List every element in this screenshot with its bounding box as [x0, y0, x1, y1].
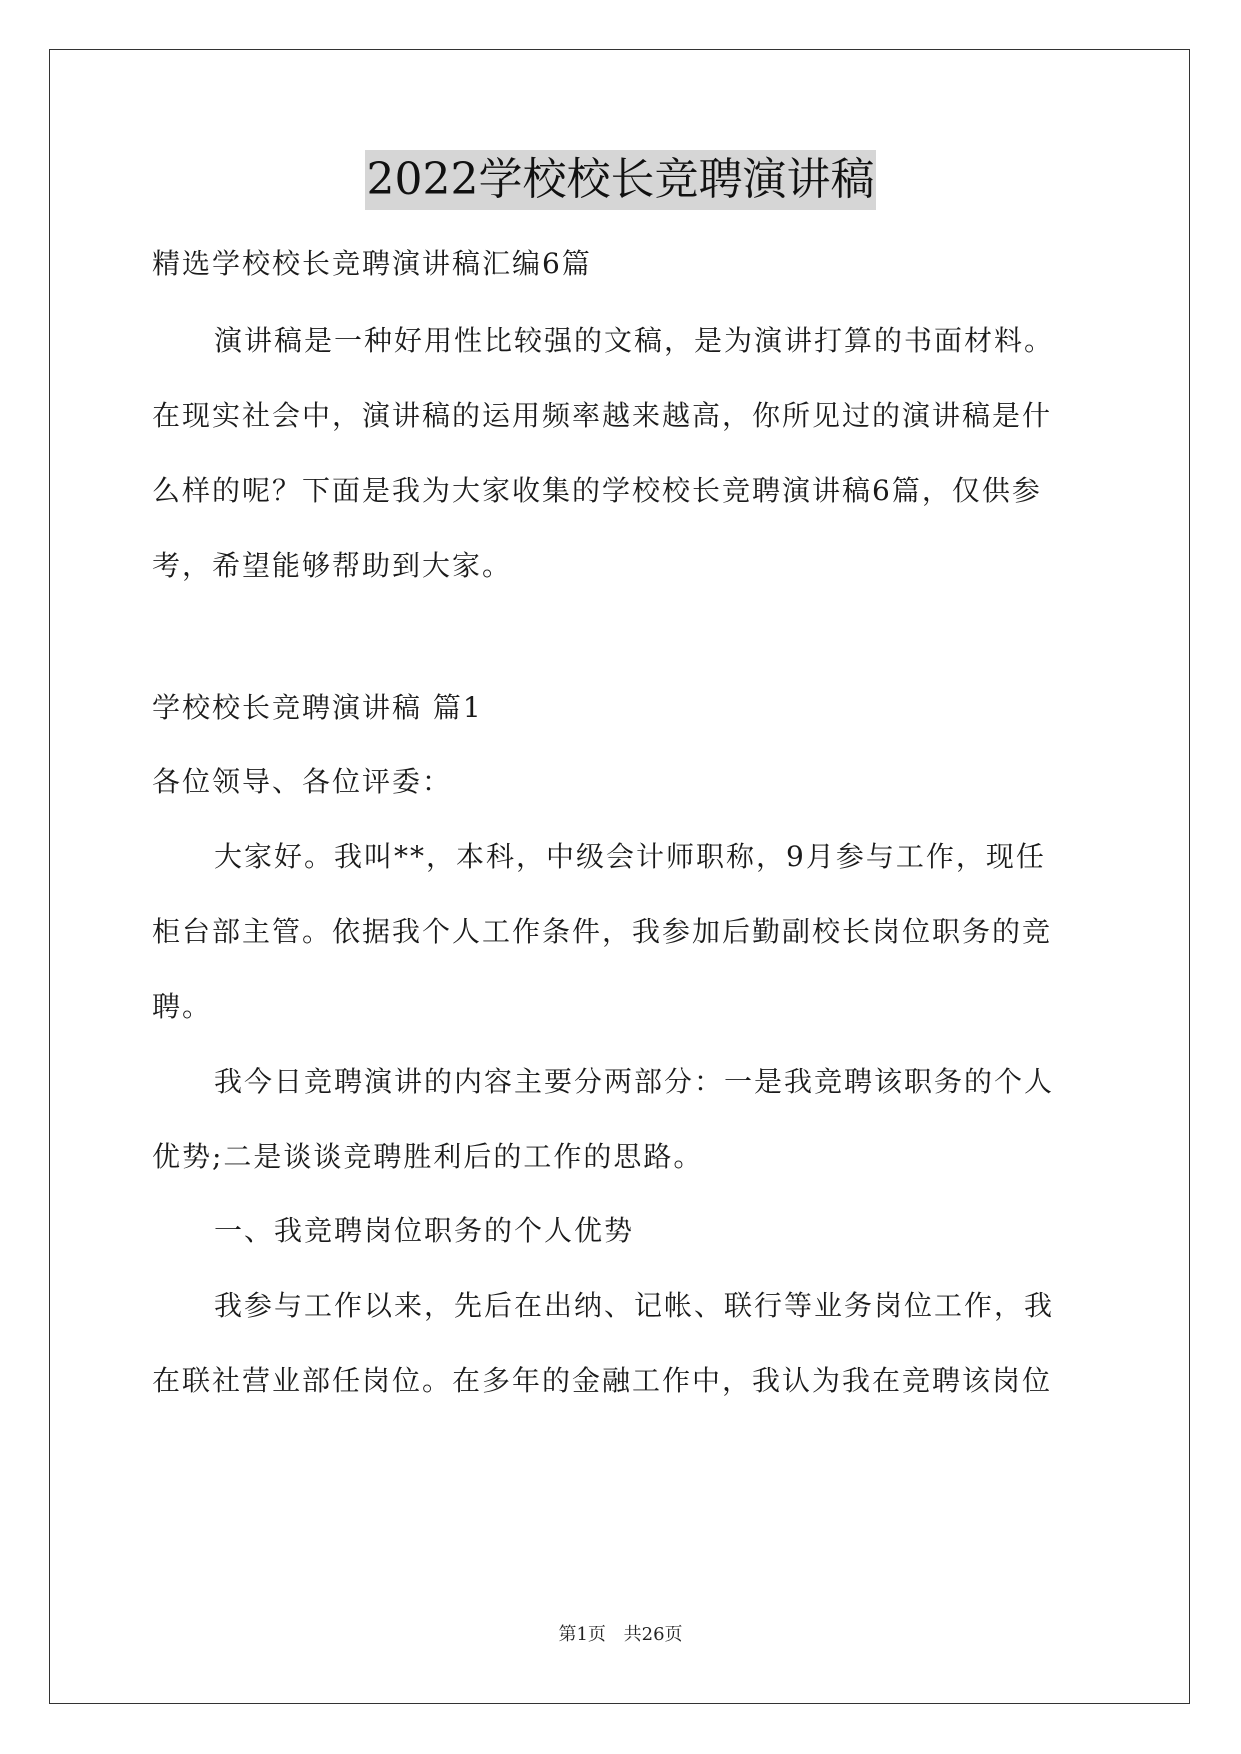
paragraph-line: 我参与工作以来，先后在出纳、记帐、联行等业务岗位工作，我 [214, 1289, 1055, 1322]
paragraph-line: 大家好。我叫**，本科，中级会计师职称，9月参与工作，现任 [214, 840, 1046, 873]
subsection-heading: 一、我竞聘岗位职务的个人优势 [214, 1214, 635, 1247]
paragraph-line: 在现实社会中，演讲稿的运用频率越来越高，你所见过的演讲稿是什 [152, 399, 1053, 432]
document-title: 2022学校校长竞聘演讲稿 [365, 150, 877, 210]
page-number: 第1页 [558, 1624, 606, 1645]
paragraph-line: 演讲稿是一种好用性比较强的文稿，是为演讲打算的书面材料。 [214, 324, 1055, 357]
page-footer [0, 1620, 1241, 1646]
paragraph-line: 柜台部主管。依据我个人工作条件，我参加后勤副校长岗位职务的竞 [152, 915, 1053, 948]
page-total: 共26页 [623, 1624, 683, 1645]
section-heading: 学校校长竞聘演讲稿 篇1 [152, 691, 483, 724]
paragraph-line: 么样的呢？下面是我为大家收集的学校校长竞聘演讲稿6篇，仅供参 [152, 474, 1042, 507]
subtitle-line: 精选学校校长竞聘演讲稿汇编6篇 [152, 247, 592, 280]
salutation-line: 各位领导、各位评委： [152, 765, 453, 798]
paragraph-line: 考，希望能够帮助到大家。 [152, 549, 513, 582]
paragraph-line: 在联社营业部任岗位。在多年的金融工作中，我认为我在竞聘该岗位 [152, 1364, 1053, 1397]
paragraph-line: 我今日竞聘演讲的内容主要分两部分：一是我竞聘该职务的个人 [214, 1065, 1055, 1098]
paragraph-line: 优势;二是谈谈竞聘胜利后的工作的思路。 [152, 1140, 704, 1173]
title-wrap [0, 150, 1241, 210]
paragraph-line: 聘。 [152, 990, 213, 1023]
